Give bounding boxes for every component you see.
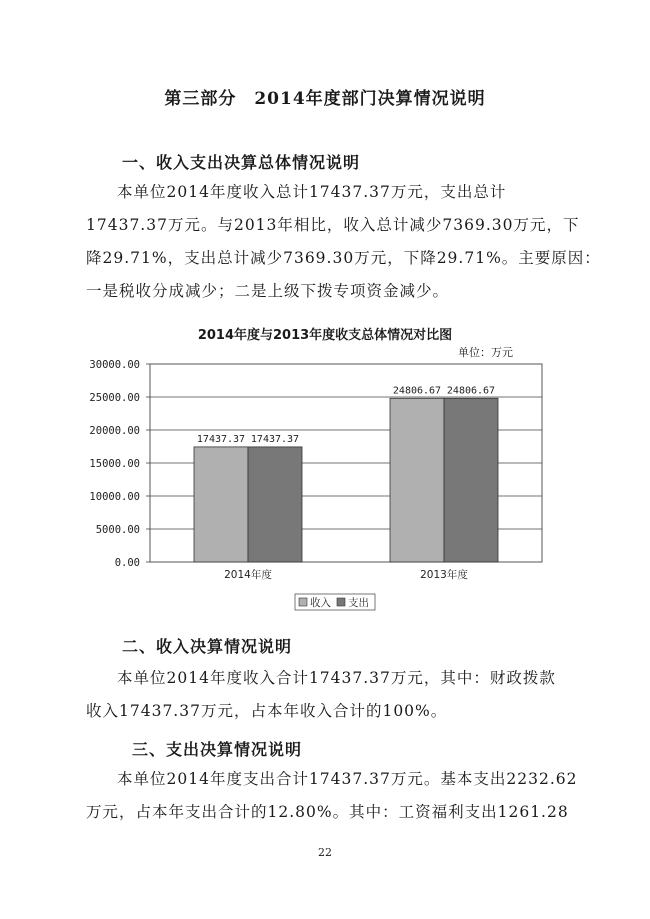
y-tick-label: 5000.00 (95, 524, 140, 536)
x-tick-label: 2014年度 (224, 569, 272, 581)
section3-paragraph (86, 763, 578, 829)
section1-line: 一是税收分成减少；二是上级下拨专项资金减少。 (86, 282, 450, 300)
data-label: 24806.67 (446, 385, 496, 397)
data-label: 17437.37 (250, 433, 300, 445)
section3-line: 本单位2014年度支出合计17437.37万元。基本支出2232.62 (117, 770, 578, 788)
page-title: 第三部分 2014年度部门决算情况说明 (164, 89, 486, 109)
y-tick-label: 25000.00 (89, 392, 140, 404)
y-tick-label: 0.00 (114, 557, 140, 569)
page-number: 22 (318, 846, 332, 859)
section2-line: 收入17437.37万元，占本年收入合计的100%。 (86, 702, 448, 720)
chart-title: 2014年度与2013年度收支总体情况对比图 (197, 328, 453, 343)
section3-heading: 三、支出决算情况说明 (132, 740, 303, 759)
legend-label: 收入 (310, 597, 331, 609)
y-tick-label: 30000.00 (89, 359, 140, 371)
section1-paragraph (86, 176, 601, 308)
section1-line: 本单位2014年度收入总计17437.37万元，支出总计 (117, 183, 507, 201)
section3-line: 万元，占本年支出合计的12.80%。其中：工资福利支出1261.28 (86, 803, 569, 821)
bar (390, 398, 444, 562)
data-label: 17437.37 (196, 433, 246, 445)
bar (444, 398, 498, 562)
y-tick-label: 15000.00 (89, 458, 140, 470)
bar-chart (80, 352, 560, 616)
chart-unit-label: 单位：万元 (458, 346, 513, 359)
section2-line: 本单位2014年度收入合计17437.37万元，其中：财政拨款 (117, 669, 556, 687)
bar (194, 447, 248, 562)
x-tick-label: 2013年度 (420, 569, 468, 581)
section1-line: 降29.71%，支出总计减少7369.30万元，下降29.71%。主要原因： (86, 249, 601, 267)
section1-heading: 一、收入支出决算总体情况说明 (122, 153, 361, 172)
data-label: 24806.67 (392, 385, 442, 397)
section1-line: 17437.37万元。与2013年相比，收入总计减少7369.30万元，下 (86, 216, 580, 234)
legend-swatch (299, 598, 307, 606)
y-tick-label: 10000.00 (89, 491, 140, 503)
section2-paragraph (86, 662, 572, 728)
section2-heading: 二、收入决算情况说明 (122, 637, 293, 656)
bar (248, 447, 302, 562)
legend-swatch (337, 598, 345, 606)
y-tick-label: 20000.00 (89, 425, 140, 437)
legend-label: 支出 (348, 597, 369, 609)
